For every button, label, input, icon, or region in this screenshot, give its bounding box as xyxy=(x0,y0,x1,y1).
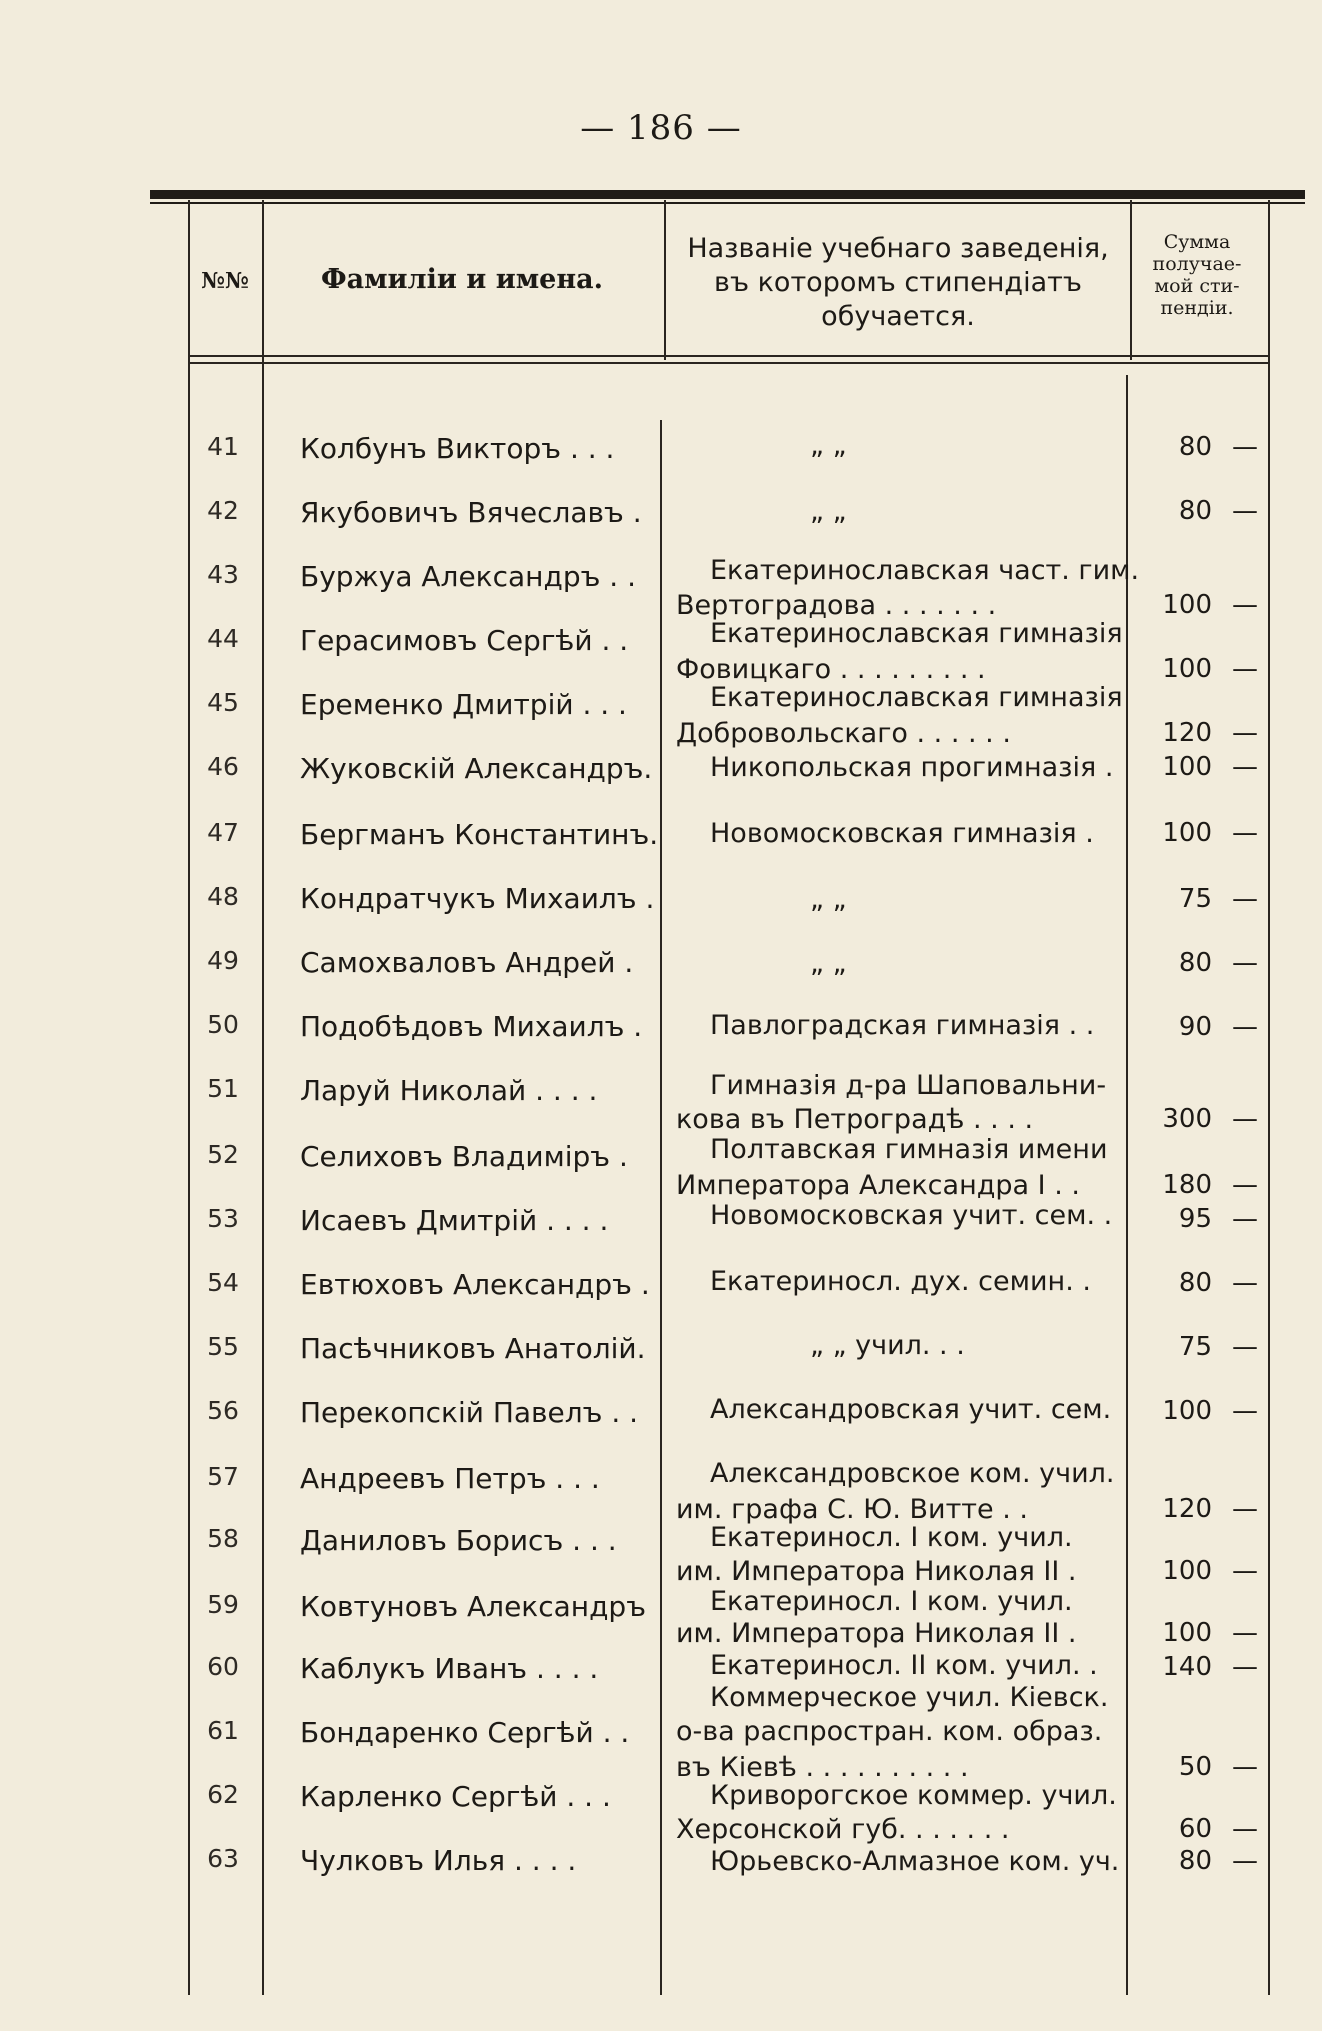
row-number: 44 xyxy=(207,624,239,653)
row-number: 47 xyxy=(207,818,239,847)
student-name: Еременко Дмитрій . . . xyxy=(300,688,627,721)
institution-line: о-ва распростран. ком. образ. xyxy=(676,1716,1103,1747)
row-number: 59 xyxy=(207,1590,239,1619)
stipend-sum: 100 xyxy=(1162,590,1212,620)
header-bottom-rule xyxy=(188,355,1270,357)
institution-line: Екатериносл. I ком. учил. xyxy=(710,1522,1073,1553)
row-number: 42 xyxy=(207,496,239,525)
student-name: Андреевъ Петръ . . . xyxy=(300,1462,600,1495)
row-number: 60 xyxy=(207,1652,239,1681)
row-number: 53 xyxy=(207,1204,239,1233)
kopeck-dash: — xyxy=(1232,1618,1258,1648)
institution-line: Никопольская прогимназія . xyxy=(710,752,1114,783)
row-number: 49 xyxy=(207,946,239,975)
institution-line: Императора Александра I . . xyxy=(676,1170,1080,1201)
student-name: Подобѣдовъ Михаилъ . xyxy=(300,1010,643,1043)
institution-line: Павлоградская гимназія . . xyxy=(710,1010,1095,1041)
institution-line: Екатериносл. I ком. учил. xyxy=(710,1586,1073,1617)
institution-line: Вертоградова . . . . . . . xyxy=(676,590,997,621)
student-name: Исаевъ Дмитрій . . . . xyxy=(300,1204,609,1237)
header-name: Фамиліи и имена. xyxy=(320,264,604,295)
stipend-sum: 100 xyxy=(1162,654,1212,684)
kopeck-dash: — xyxy=(1232,1494,1258,1524)
table-top-rule xyxy=(150,190,1305,199)
kopeck-dash: — xyxy=(1232,1846,1258,1876)
stipend-sum: 100 xyxy=(1162,1556,1212,1586)
stipend-sum: 75 xyxy=(1178,1332,1212,1362)
header-number: №№ xyxy=(201,268,249,294)
institution-line: Екатеринославская гимназія xyxy=(710,618,1123,649)
stipend-sum: 300 xyxy=(1162,1104,1212,1134)
institution-line: Херсонской губ. . . . . . . xyxy=(676,1814,1010,1845)
row-number: 43 xyxy=(207,560,239,589)
kopeck-dash: — xyxy=(1232,884,1258,914)
student-name: Буржуа Александръ . . xyxy=(300,560,636,593)
institution-line: „ „ xyxy=(810,948,847,979)
student-name: Селиховъ Владиміръ . xyxy=(300,1140,628,1173)
row-number: 41 xyxy=(207,432,239,461)
kopeck-dash: — xyxy=(1232,752,1258,782)
kopeck-dash: — xyxy=(1232,1012,1258,1042)
institution-line: Юрьевско-Алмазное ком. уч. xyxy=(710,1846,1120,1877)
student-name: Колбунъ Викторъ . . . xyxy=(300,432,615,465)
stipend-sum: 100 xyxy=(1162,818,1212,848)
column-divider xyxy=(660,420,662,1995)
institution-line: Гимназія д-ра Шаповальни- xyxy=(710,1070,1107,1101)
student-name: Евтюховъ Александръ . xyxy=(300,1268,650,1301)
stipend-sum: 100 xyxy=(1162,1618,1212,1648)
student-name: Пасѣчниковъ Анатолій. xyxy=(300,1332,646,1365)
kopeck-dash: — xyxy=(1232,1652,1258,1682)
stipend-sum: 100 xyxy=(1162,1396,1212,1426)
row-number: 52 xyxy=(207,1140,239,1169)
institution-line: им. Императора Николая II . xyxy=(676,1556,1077,1587)
institution-line: им. графа С. Ю. Витте . . xyxy=(676,1494,1028,1525)
kopeck-dash: — xyxy=(1232,590,1258,620)
stipend-sum: 80 xyxy=(1178,948,1212,978)
institution-line: „ „ xyxy=(810,430,847,461)
institution-line: Екатеринославская гимназія xyxy=(710,682,1123,713)
kopeck-dash: — xyxy=(1232,718,1258,748)
institution-line: Александровское ком. учил. xyxy=(710,1458,1115,1489)
row-number: 51 xyxy=(207,1074,239,1103)
stipend-sum: 120 xyxy=(1162,1494,1212,1524)
student-name: Жуковскій Александръ. xyxy=(300,752,653,785)
institution-line: Фовицкаго . . . . . . . . . xyxy=(676,654,986,685)
stipend-sum: 95 xyxy=(1178,1204,1212,1234)
kopeck-dash: — xyxy=(1232,654,1258,684)
row-number: 61 xyxy=(207,1716,239,1745)
page-number: — 186 — xyxy=(580,108,742,148)
row-number: 45 xyxy=(207,688,239,717)
column-divider xyxy=(188,200,190,1995)
stipend-sum: 120 xyxy=(1162,718,1212,748)
institution-line: „ „ xyxy=(810,884,847,915)
stipend-sum: 80 xyxy=(1178,1268,1212,1298)
student-name: Якубовичъ Вячеславъ . xyxy=(300,496,642,529)
institution-line: Александровская учит. сем. xyxy=(710,1394,1112,1425)
kopeck-dash: — xyxy=(1232,1752,1258,1782)
kopeck-dash: — xyxy=(1232,1170,1258,1200)
row-number: 50 xyxy=(207,1010,239,1039)
kopeck-dash: — xyxy=(1232,1268,1258,1298)
header-institution: Названіе учебнаго заведенія, въ которомъ стипендіатъ обучается. xyxy=(687,233,1109,332)
institution-line: Новомосковская учит. сем. . xyxy=(710,1200,1113,1231)
stipend-sum: 60 xyxy=(1178,1814,1212,1844)
stipend-sum: 140 xyxy=(1162,1652,1212,1682)
student-name: Герасимовъ Сергѣй . . xyxy=(300,624,629,657)
student-name: Кондратчукъ Михаилъ . xyxy=(300,882,655,915)
row-number: 62 xyxy=(207,1780,239,1809)
institution-line: „ „ учил. . . xyxy=(810,1330,965,1361)
kopeck-dash: — xyxy=(1232,1204,1258,1234)
student-name: Карленко Сергѣй . . . xyxy=(300,1780,611,1813)
kopeck-dash: — xyxy=(1232,496,1258,526)
row-number: 55 xyxy=(207,1332,239,1361)
row-number: 58 xyxy=(207,1524,239,1553)
kopeck-dash: — xyxy=(1232,1556,1258,1586)
kopeck-dash: — xyxy=(1232,432,1258,462)
institution-line: Екатериносл. дух. семин. . xyxy=(710,1266,1091,1297)
stipend-sum: 80 xyxy=(1178,496,1212,526)
kopeck-dash: — xyxy=(1232,1396,1258,1426)
column-divider xyxy=(1126,375,1128,1995)
institution-line: Новомосковская гимназія . xyxy=(710,818,1094,849)
institution-line: кова въ Петроградѣ . . . . xyxy=(676,1104,1034,1135)
column-divider xyxy=(262,200,264,1995)
institution-line: Полтавская гимназія имени xyxy=(710,1134,1108,1165)
stipend-sum: 180 xyxy=(1162,1170,1212,1200)
student-name: Даниловъ Борисъ . . . xyxy=(300,1524,617,1557)
row-number: 63 xyxy=(207,1844,239,1873)
student-name: Бондаренко Сергѣй . . xyxy=(300,1716,630,1749)
row-number: 54 xyxy=(207,1268,239,1297)
kopeck-dash: — xyxy=(1232,948,1258,978)
institution-line: въ Кіевѣ . . . . . . . . . . xyxy=(676,1752,969,1783)
student-name: Самохваловъ Андрей . xyxy=(300,946,634,979)
institution-line: Коммерческое учил. Кіевск. xyxy=(710,1682,1109,1713)
stipend-sum: 80 xyxy=(1178,1846,1212,1876)
student-name: Ковтуновъ Александръ xyxy=(300,1590,646,1623)
student-name: Чулковъ Илья . . . . xyxy=(300,1844,577,1877)
row-number: 46 xyxy=(207,752,239,781)
institution-line: „ „ xyxy=(810,496,847,527)
kopeck-dash: — xyxy=(1232,818,1258,848)
row-number: 57 xyxy=(207,1462,239,1491)
row-number: 56 xyxy=(207,1396,239,1425)
header-sum: Сумма получае- мой сти- пендіи. xyxy=(1152,231,1242,319)
stipend-sum: 80 xyxy=(1178,432,1212,462)
student-name: Ларуй Николай . . . . xyxy=(300,1074,598,1107)
kopeck-dash: — xyxy=(1232,1814,1258,1844)
institution-line: Добровольскаго . . . . . . xyxy=(676,718,1011,749)
header-bottom-rule xyxy=(188,362,1270,364)
stipend-sum: 50 xyxy=(1178,1752,1212,1782)
column-divider xyxy=(1268,200,1270,1995)
stipend-sum: 90 xyxy=(1178,1012,1212,1042)
institution-line: Екатериносл. II ком. учил. . xyxy=(710,1650,1098,1681)
stipend-sum: 100 xyxy=(1162,752,1212,782)
student-name: Бергманъ Константинъ. xyxy=(300,818,659,851)
student-name: Перекопскій Павелъ . . xyxy=(300,1396,639,1429)
institution-line: им. Императора Николая II . xyxy=(676,1618,1077,1649)
row-number: 48 xyxy=(207,882,239,911)
kopeck-dash: — xyxy=(1232,1332,1258,1362)
stipend-sum: 75 xyxy=(1178,884,1212,914)
kopeck-dash: — xyxy=(1232,1104,1258,1134)
institution-line: Екатеринославская част. гим. xyxy=(710,555,1140,586)
student-name: Каблукъ Иванъ . . . . xyxy=(300,1652,599,1685)
institution-line: Криворогское коммер. учил. xyxy=(710,1780,1117,1811)
column-divider xyxy=(664,200,666,360)
